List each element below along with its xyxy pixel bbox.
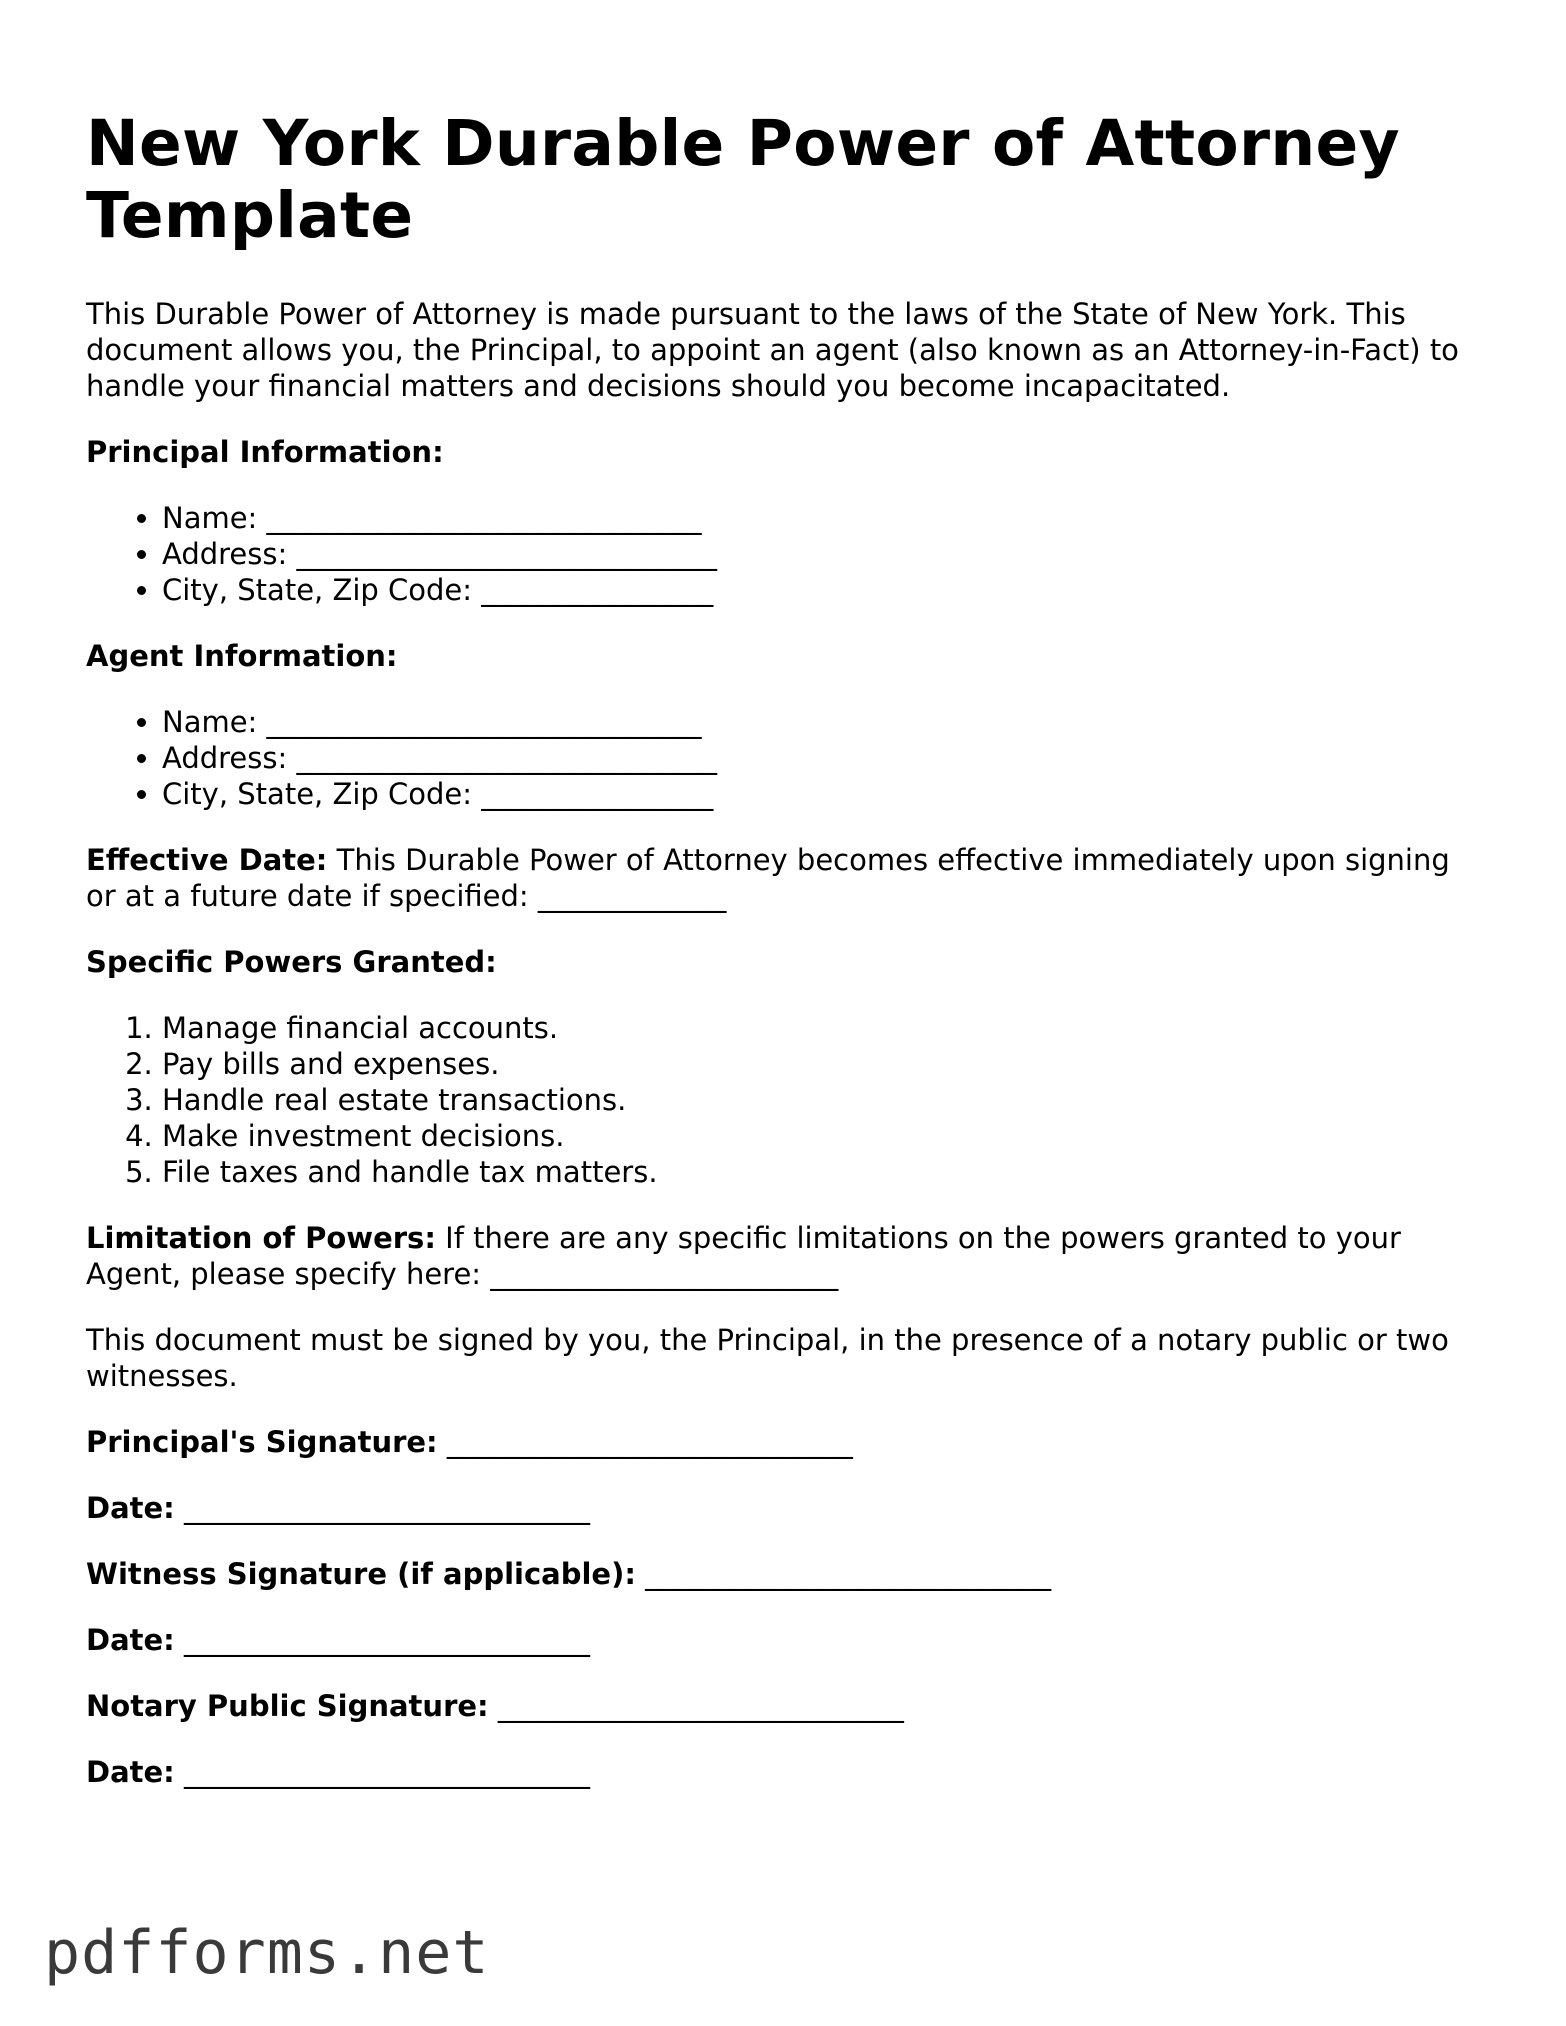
document-title: New York Durable Power of Attorney Template	[86, 107, 1400, 252]
powers-heading: Specific Powers Granted:	[86, 945, 497, 979]
date-label: Date:	[86, 1491, 175, 1525]
date-label: Date:	[86, 1755, 175, 1789]
signature-label: Notary Public Signature:	[86, 1689, 489, 1723]
limitation-label: Limitation of Powers:	[86, 1221, 436, 1255]
date-label: Date:	[86, 1623, 175, 1657]
principal-heading: Principal Information:	[86, 435, 444, 469]
agent-address-field: • Address: _____________________________	[162, 740, 1486, 776]
power-item: 3. Handle real estate transactions.	[162, 1082, 1486, 1118]
power-item: 2. Pay bills and expenses.	[162, 1046, 1486, 1082]
power-item: 4. Make investment decisions.	[162, 1118, 1486, 1154]
effective-date-label: Effective Date:	[86, 843, 328, 877]
limitation-paragraph	[86, 1220, 1486, 1292]
principal-city-field: • City, State, Zip Code: ________________	[162, 572, 1486, 608]
intro-paragraph: This Durable Power of Attorney is made pursuant to the laws of the State of New York. This document allows you, the Principal, to appoint an agent (also known as an Attorney-in-Fact) to handle your financial matters and decisions should you become incapacitated.	[86, 297, 1459, 403]
signing-note: This document must be signed by you, the Principal, in the presence of a notary public or two witnesses.	[86, 1323, 1449, 1393]
signature-blank: ____________________________	[488, 1689, 904, 1723]
effective-date-text: This Durable Power of Attorney becomes effective immediately upon signing or at a future date if specified: _____________	[86, 843, 1450, 913]
notary-signature-line	[86, 1688, 1486, 1724]
signature-label: Principal's Signature:	[86, 1425, 438, 1459]
agent-fields	[86, 704, 1486, 812]
principal-fields	[86, 500, 1486, 608]
notary-date-line	[86, 1754, 1486, 1790]
agent-city-field: • City, State, Zip Code: ________________	[162, 776, 1486, 812]
principal-name-field: • Name: ______________________________	[162, 500, 1486, 536]
witness-date-line	[86, 1622, 1486, 1658]
date-blank: ____________________________	[174, 1491, 590, 1525]
effective-date-paragraph	[86, 842, 1486, 914]
principal-date-line	[86, 1490, 1486, 1526]
signature-blank: ____________________________	[635, 1557, 1052, 1591]
document-page	[86, 108, 1486, 1820]
watermark: pdfforms.net	[44, 1918, 490, 1988]
principal-address-field: • Address: _____________________________	[162, 536, 1486, 572]
power-item: 5. File taxes and handle tax matters.	[162, 1154, 1486, 1190]
principal-signature-line	[86, 1424, 1486, 1460]
date-blank: ____________________________	[174, 1755, 590, 1789]
signature-blank: ____________________________	[437, 1425, 853, 1459]
powers-list	[86, 1010, 1486, 1190]
agent-name-field: • Name: ______________________________	[162, 704, 1486, 740]
signature-label: Witness Signature (if applicable):	[86, 1557, 636, 1591]
date-blank: ____________________________	[174, 1623, 590, 1657]
witness-signature-line	[86, 1556, 1486, 1592]
limitation-text: If there are any specific limitations on the powers granted to your Agent, please specify here: ________________________	[86, 1221, 1401, 1291]
power-item: 1. Manage financial accounts.	[162, 1010, 1486, 1046]
agent-heading: Agent Information:	[86, 639, 398, 673]
